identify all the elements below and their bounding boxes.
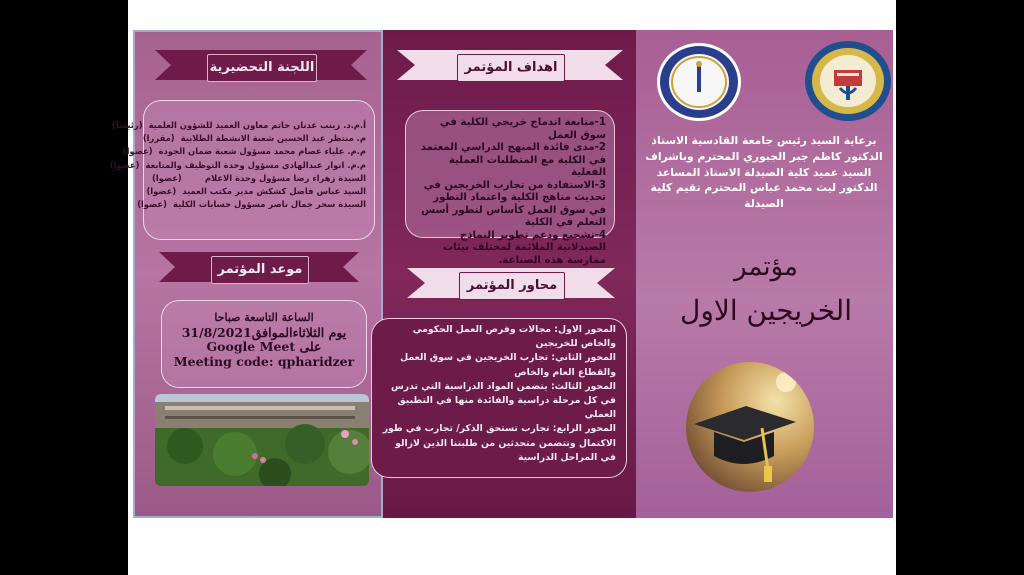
schedule-box <box>161 300 367 388</box>
axis-item: المحور الثاني: تجارب الخريجين في سوق العمل والقطاع العام والخاص <box>400 352 616 378</box>
goal-item: 2-مدى فائدة المنهج الدراسي المعتمد في الكلية مع المتطلبات العملية الفعلية <box>420 142 606 178</box>
member-role: (رئيسا) <box>111 120 143 130</box>
committee-member <box>146 185 366 198</box>
axes-title: محاور المؤتمر <box>459 272 565 300</box>
committee-box <box>109 100 375 240</box>
goals-list <box>414 117 606 267</box>
member-name: السيدة زهراء رضا مسؤول وحدة الاعلام <box>204 172 366 183</box>
member-name: أ.م.د. زينب عدنان حاتم معاون العميد للشؤون العلمية <box>148 120 366 130</box>
middle-panel <box>383 30 636 518</box>
member-role: (مقررا) <box>142 133 175 144</box>
committee-title: اللجنة التحضيرية <box>207 54 317 82</box>
goals-box <box>405 110 615 266</box>
graduation-cap-photo <box>686 362 814 492</box>
axes-list <box>382 323 616 465</box>
member-role: (عضوا) <box>109 159 140 170</box>
conference-title-line1: مؤتمر <box>734 252 798 282</box>
committee-member <box>109 159 366 172</box>
college-building-photo <box>155 394 369 486</box>
schedule-platform: على Google Meet <box>206 339 322 354</box>
schedule-banner <box>159 250 359 280</box>
schedule-time: الساعة التاسعة صباحا <box>214 311 314 324</box>
member-name: السيد عباس فاضل كشكش مدير مكتب العميد <box>182 186 366 197</box>
committee-banner <box>155 48 367 78</box>
committee-member <box>111 119 366 132</box>
axis-item: المحور الثالث: يتضمن المواد الدراسية التي تدرس في كل مرحلة دراسية والفائدة منها في التطبيق العملي <box>390 380 616 421</box>
goals-banner <box>397 48 623 78</box>
committee-member <box>152 172 366 185</box>
committee-list <box>109 119 366 211</box>
left-panel <box>109 30 383 518</box>
member-role: (عضوا) <box>122 146 153 157</box>
committee-member <box>122 145 366 158</box>
meeting-code: Meeting code: qpharidzer <box>173 353 355 369</box>
schedule-title: موعد المؤتمر <box>211 256 309 284</box>
conference-title-line2: الخريجين الاول <box>680 294 852 327</box>
member-name: السيدة سحر جمال ناصر مسؤول حسابات الكلية <box>172 199 366 210</box>
member-name: م. منتظر عبد الحسين شعبة الانشطة الطلابية <box>180 133 366 144</box>
brochure <box>109 30 893 518</box>
axis-item: المحور الاول: مجالات وفرص العمل الحكومي والخاص للخريجين <box>412 324 616 350</box>
patronage-text: برعاية السيد رئيس جامعة القادسية الاستاذ الدكتور كاظم جبر الجبوري المحترم وباشراف السيد عميد كلية الصيدلة الاستاذ المساعد الدكتور ليث محمد عباس المحترم تقيم كلية الصيدلة <box>645 134 883 211</box>
right-panel <box>636 30 893 518</box>
goal-item: 3-الاستفادة من تجارب الخريجين في تحديث مناهج الكلية واعتماد التطور في سوق العمل كأساس لتطور أسس التعلم في الكلية <box>421 179 606 228</box>
university-logo <box>804 40 892 122</box>
goals-title: اهداف المؤتمر <box>457 54 565 82</box>
axes-banner <box>407 266 615 296</box>
member-name: م.م. علياء عصام محمد مسؤول شعبة ضمان الجودة <box>158 146 366 157</box>
schedule-date: يوم الثلاثاءالموافق31/8/2021 <box>181 324 347 340</box>
member-role: (عضوا) <box>152 172 182 183</box>
member-role: (عضوا) <box>137 199 167 210</box>
committee-member <box>142 132 366 145</box>
axes-box <box>371 318 627 478</box>
college-of-pharmacy-logo <box>656 42 742 122</box>
goal-item: 1-متابعة اندماج خريجي الكلية في سوق العمل <box>439 117 606 141</box>
goal-item: 4-تشجيع ودعم تطوير النماذج الصيدلانية الملائمة لمختلف بيئات ممارسة هذه الصناعة. <box>442 229 606 266</box>
committee-member <box>137 198 366 211</box>
member-role: (عضوا) <box>146 186 177 197</box>
member-name: م.م. انوار عبدالهادي مسؤول وحدة التوظيف والمتابعة <box>145 159 366 170</box>
axis-item: المحور الرابع: تجارب تستحق الذكر/ تجارب في طور الاكتمال وتتضمن متحدثين من طلبتنا الذين لازالو في المراحل الدراسية <box>382 423 616 463</box>
